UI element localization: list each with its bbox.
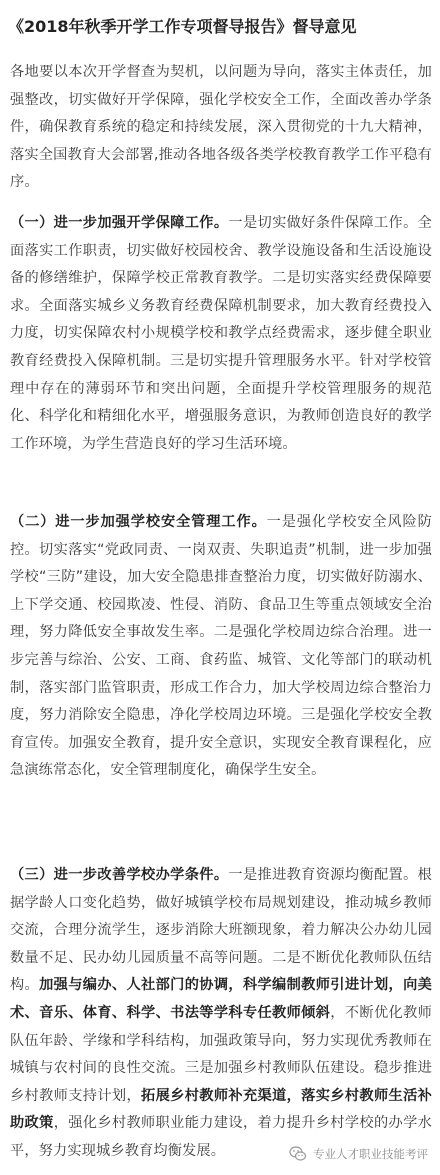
section-3-body-part-2: ，不断优化教师队伍年龄、学缘和学科结构，加强政策导向，努力实现优秀教师在城镇与农村间的良性交流。三是加强乡村教师队伍建设。稳步推进乡村教师支持计划，	[10, 1004, 432, 1104]
watermark	[285, 1142, 432, 1166]
section-1-body: 一是切实做好条件保障工作。全面落实工作职责，切实做好校园校舍、教学设施设备和生活设施设备的修缮维护，保障学校正常教育教学。二是切实落实经费保障要求。全面落实城乡义务教育经费保障机制要求，加大教育经费投入力度，切实保障农村小规模学校和教学点经费需求，逐步健全职业教育经费投入保障机制。三是切实提升管理服务水平。针对学校管理中存在的薄弱环节和突出问题，全面提升学校管理服务的规范化、科学化和精细化水平，增强服务意识，为教师创造良好的教学工作环境，为学生营造良好的学习生活环境。	[10, 215, 432, 452]
section-2-heading: （二）进一步加强学校安全管理工作。	[10, 514, 267, 530]
section-3-bold-part-2: 拓展乡村教师补充渠道，落实乡村教师生活补助政策	[10, 1087, 432, 1132]
section-2-body: 一是强化学校安全风险防控。切实落实“党政同责、一岗双责、失职追责”机制，进一步加强学校“三防”建设，加大安全隐患排查整治力度，切实做好防溺水、上下学交通、校园欺凌、性侵、消防、食品卫生等重点领域安全治理，努力降低安全事故发生率。二是强化学校周边综合治理。进一步完善与综治、公安、工商、食药监、城管、文化等部门的联动机制，落实部门监管职责，形成工作合力，加大学校周边综合整治力度，努力消除安全隐患，净化学校周边环境。三是强化学校安全教育宣传。加强安全教育，提升安全意识，实现安全教育课程化，应急演练常态化，安全管理制度化，确保学生安全。	[10, 514, 432, 779]
section-1-paragraph	[10, 210, 432, 458]
section-3-body-part-3: ，强化乡村教师职业能力建设，着力提升乡村学校的办学水平，努力实现城乡教育均衡发展。	[10, 1115, 433, 1159]
section-3-bold-part-1: 加强与编办、人社部门的协调，科学编制教师引进计划，向美术、音乐、体育、科学、书法等学科专任教师倾斜	[10, 977, 432, 1021]
section-2-paragraph	[10, 509, 432, 785]
section-3-paragraph	[10, 862, 432, 1166]
section-3-heading: （三）进一步改善学校办学条件。	[10, 867, 229, 883]
wechat-icon	[289, 1145, 307, 1163]
section-3-body-part-1: 一是推进教育资源均衡配置。根据学龄人口变化趋势，做好城镇学校布局规划建设，推动城乡教师交流，合理分流学生，逐步消除大班额现象，着力解决公办幼儿园数量不足、民办幼儿园质量不高等问题。二是不断优化教师队伍结构。	[10, 867, 432, 994]
section-1-heading: （一）进一步加强开学保障工作。	[10, 215, 229, 231]
document-title: 《2018年秋季开学工作专项督导报告》督导意见	[8, 17, 357, 36]
watermark-text: 专业人才职业技能考评	[313, 1147, 428, 1161]
intro-paragraph: 各地要以本次开学督查为契机，以问题为导向，落实主体责任，加强整改，切实做好开学保障，强化学校安全工作，全面改善办学条件，确保教育系统的稳定和持续发展，深入贯彻党的十九大精神，落实全国教育大会部署,推动各地各级各类学校教育教学工作平稳有序。	[10, 64, 432, 191]
